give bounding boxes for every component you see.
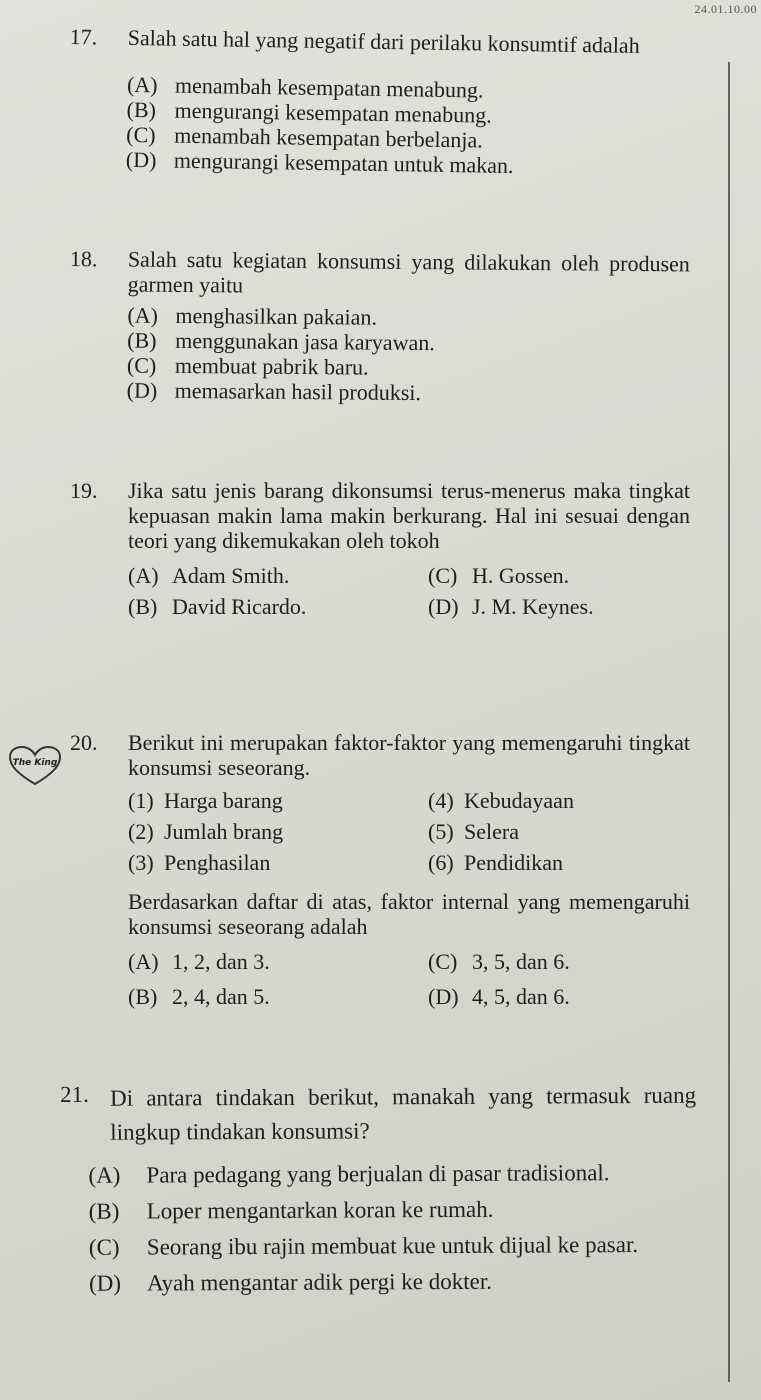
question-prompt: Berdasarkan daftar di atas, faktor internal yang memengaruhi konsumsi seseorang adalah [128, 889, 690, 939]
option-c[interactable] [428, 563, 690, 588]
option-d[interactable] [89, 1263, 697, 1302]
factor-text: Pendidikan [464, 850, 563, 875]
option-a[interactable] [128, 949, 428, 974]
option-text: 1, 2, dan 3. [172, 949, 270, 974]
option-c[interactable] [89, 1227, 697, 1266]
factor-item [428, 850, 690, 875]
option-label: (A) [128, 949, 159, 974]
option-text: David Ricardo. [172, 594, 307, 619]
option-text: menghasilkan pakaian. [175, 302, 378, 330]
factor-text: Harga barang [164, 788, 283, 813]
option-b[interactable] [128, 594, 428, 619]
option-text: menggunakan jasa karyawan. [175, 327, 435, 356]
option-text: Adam Smith. [172, 563, 290, 588]
question-number: 20. [70, 730, 98, 755]
factor-label: (6) [428, 850, 454, 875]
option-label: (B) [88, 1198, 120, 1224]
option-text: 2, 4, dan 5. [172, 984, 270, 1009]
option-label: (C) [126, 121, 156, 148]
option-label: (B) [127, 327, 157, 353]
question-17 [68, 24, 690, 181]
option-text: 4, 5, dan 6. [472, 984, 570, 1009]
option-a[interactable] [88, 1155, 696, 1194]
option-label: (C) [428, 949, 458, 974]
option-text: menambah kesempatan menabung. [174, 72, 484, 103]
option-text: Loper mengantarkan koran ke rumah. [146, 1196, 494, 1224]
option-label: (B) [126, 96, 157, 123]
factor-label: (3) [128, 850, 154, 875]
margin-line [728, 62, 730, 1382]
option-text: Seorang ibu rajin membuat kue untuk dijual ke pasar. [146, 1231, 639, 1260]
option-b[interactable] [89, 1191, 697, 1230]
option-a[interactable] [128, 563, 428, 588]
option-text: mengurangi kesempatan untuk makan. [173, 147, 514, 178]
question-text: Jika satu jenis barang dikonsumsi terus-menerus maka tingkat kepuasan makin lama makin berkurang. Hal ini sesuai dengan teori yang dikemukakan oleh tokoh [128, 478, 690, 553]
option-d[interactable] [428, 984, 690, 1009]
factor-text: Selera [464, 819, 519, 844]
option-text: Ayah mengantar adik pergi ke dokter. [146, 1268, 493, 1296]
option-label: (A) [126, 71, 158, 98]
option-label: (A) [127, 302, 159, 328]
brand-text: The King [12, 758, 58, 768]
factor-label: (2) [128, 819, 154, 844]
the-king-logo [8, 746, 62, 786]
option-label: (A) [128, 563, 159, 588]
option-b[interactable] [128, 984, 428, 1009]
option-label: (C) [88, 1234, 120, 1260]
factor-label: (1) [128, 788, 154, 813]
option-label: (A) [88, 1162, 121, 1188]
factor-text: Jumlah brang [164, 819, 284, 844]
option-text: H. Gossen. [472, 563, 570, 588]
option-text: 3, 5, dan 6. [472, 949, 570, 974]
option-text: menambah kesempatan berbelanja. [174, 122, 483, 153]
question-number: 21. [60, 1081, 89, 1107]
question-20 [70, 730, 690, 1009]
question-21 [60, 1079, 697, 1302]
factor-label: (5) [428, 819, 454, 844]
question-number: 19. [70, 478, 98, 503]
option-label: (D) [126, 377, 158, 403]
option-label: (D) [428, 594, 459, 619]
option-d[interactable] [428, 594, 690, 619]
question-text: Salah satu kegiatan konsumsi yang dilakukan oleh produsen garmen yaitu [127, 246, 690, 298]
option-text: Para pedagang yang berjualan di pasar tradisional. [146, 1160, 610, 1188]
question-19 [70, 478, 690, 619]
factor-item [128, 788, 428, 813]
option-text: memasarkan hasil produksi. [174, 377, 422, 406]
option-d[interactable] [127, 378, 689, 408]
factor-text: Kebudayaan [464, 788, 574, 813]
question-number: 18. [69, 246, 98, 272]
option-label: (D) [428, 984, 459, 1009]
option-label: (B) [128, 594, 158, 619]
question-text: Salah satu hal yang negatif dari perilaku konsumtif adalah [127, 24, 640, 58]
factor-item [128, 850, 428, 875]
question-number: 17. [69, 24, 98, 50]
factor-label: (4) [428, 788, 454, 813]
option-text: mengurangi kesempatan menabung. [174, 97, 492, 128]
factor-text: Penghasilan [164, 850, 271, 875]
factor-item [128, 819, 428, 844]
factor-item [428, 788, 690, 813]
option-label: (B) [128, 984, 158, 1009]
option-label: (D) [125, 146, 157, 173]
question-text: Berikut ini merupakan faktor-faktor yang memengaruhi tingkat konsumsi seseorang. [128, 730, 690, 780]
option-text: J. M. Keynes. [472, 594, 594, 619]
option-label: (D) [88, 1270, 122, 1296]
option-c[interactable] [428, 949, 690, 974]
page-code: 24.01.10.00 [694, 2, 757, 16]
factor-item [428, 819, 690, 844]
question-18 [69, 246, 690, 407]
question-text: Di antara tindakan berikut, manakah yang termasuk ruang lingkup tindakan konsumsi? [110, 1082, 697, 1145]
option-text: membuat pabrik baru. [174, 352, 369, 380]
option-label: (C) [428, 563, 458, 588]
option-label: (C) [126, 352, 157, 378]
